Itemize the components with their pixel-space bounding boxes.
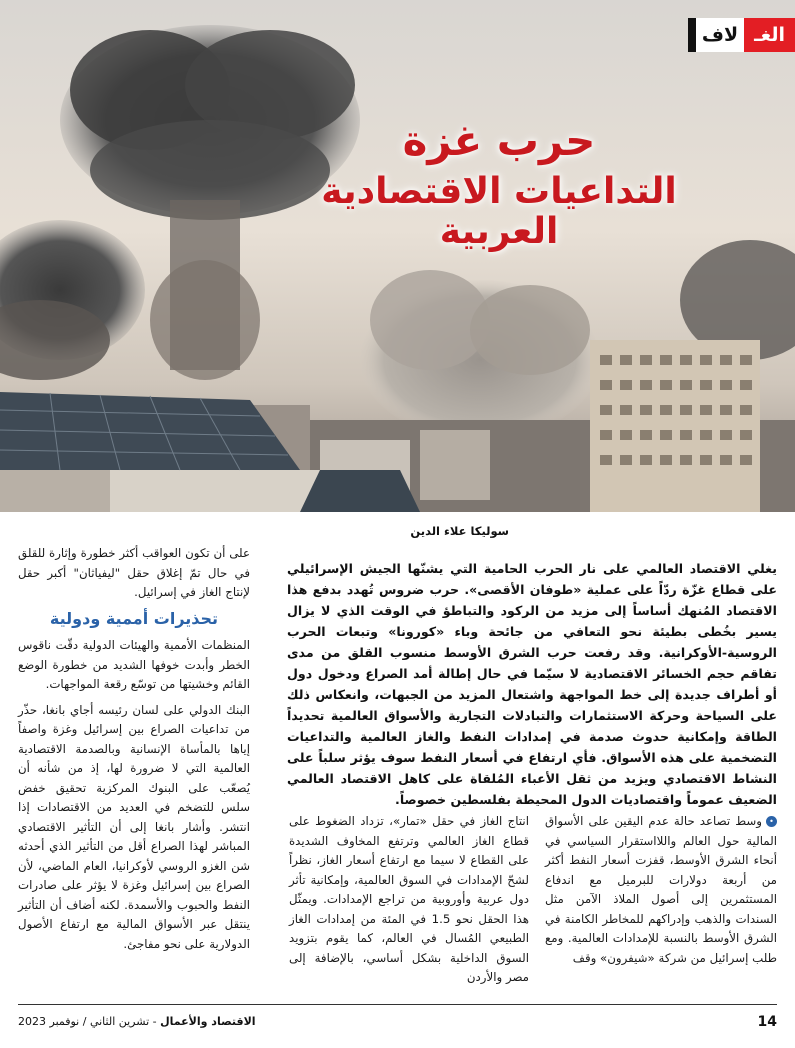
- section-tag: [647, 18, 795, 52]
- article-headline: [289, 118, 709, 251]
- column-left-paragraph-1: على أن تكون العواقب أكثر خطورة وإثارة للقلق في حال تمّ إغلاق حقل "ليفياثان" أكبر حقل لإنتاج الغاز في إسرائيل.: [18, 546, 250, 599]
- page-number: 14: [757, 1014, 777, 1030]
- body-column-middle: [289, 812, 529, 994]
- author-byline: سوليكا علاء الدين: [410, 524, 509, 538]
- section-tag-white: لاف: [696, 18, 744, 52]
- headline-line-2: التداعيات الاقتصادية العربية: [321, 171, 677, 252]
- magazine-name: الاقتصاد والأعمال: [160, 1015, 256, 1028]
- issue-date: - تشرين الثاني / نوفمبر 2023: [18, 1015, 157, 1028]
- magazine-credit: [18, 1015, 256, 1028]
- hero-photo: [0, 0, 795, 512]
- section-tag-bar: [688, 18, 696, 52]
- gaza-skyline-smoke-photo: [0, 0, 795, 512]
- headline-line-1: حرب غزة: [402, 116, 596, 165]
- section-subheading: تحذيرات أممية ودولية: [49, 608, 219, 628]
- column-left-paragraph-3: البنك الدولي على لسان رئيسه أجاي بانغا، حذّر من تداعيات الصراع بين إسرائيل وغزة واصفاً إياها بالمأساة الإنسانية وبالصدمة الاقتصادية العالمية التي لا ضرورة لها، إذ من شأنه أن يُصعّب على البنوك المركزية تحقيق خفض سلس للتضخم في العديد من الاقتصادات إذا انتشر. وأشار بانغا إلى أن التأثير الاقتصادي المباشر لهذا الصراع أقل من التأثير الذي أحدثه شن الغزو الروسي لأوكرانيا، العام الماضي، لأن الصراع بين إسرائيل وغزة لا يؤثر على صادرات النفط والحبوب والأسمدة. لكنه أضاف أن التأثير ينتقل عبر الأسواق المالية مع ارتفاع الأصول الدولارية على نحو مفاجئ.: [18, 702, 250, 951]
- column-middle-text: انتاج الغاز في حقل «تمار»، تزداد الضغوط على قطاع الغاز العالمي وترتفع المخاوف الشديدة على القطاع لا سيما مع ارتفاع أسعار الغاز، نظراً لشحّ الإمدادات في السوق العالمية، وإمكانية تأثر دول عربية وأوروبية من تراجع الإمدادات. ويمثّل هذا الحقل نحو 1.5 في المئة من إمدادات الغاز الطبيعي المُسال في العالم، كما يقوم بتزويد السوق الداخلية بشكل أساسي، بالإضافة إلى مصر والأردن: [289, 814, 529, 984]
- column-right-text: وسط تصاعد حالة عدم اليقين على الأسواق المالية حول العالم واللااستقرار السياسي في أنحاء الشرق الأوسط، قفزت أسعار النفط أكثر من أربعة دولارات للبرميل مع اندفاع المستثمرين إلى أصول الملاذ الآمن مثل السندات والذهب وإدراكهم للمخاطر الكامنة في الشرق الأوسط بالنسبة للإمدادات العالمية. ومع طلب إسرائيل من شركة «شيفرون» وقف: [545, 814, 777, 965]
- page-footer: [18, 1004, 777, 1039]
- column-left-paragraph-2: المنظمات الأممية والهيئات الدولية دقّت ناقوس الخطر وأبدت خوفها الشديد من خطورة الوضع القائم وخشيتها من توسّع رقعة المواجهات.: [18, 638, 250, 691]
- body-column-right: [545, 812, 777, 974]
- section-tag-red: الغـ: [744, 18, 795, 52]
- paragraph-marker-icon: •: [766, 816, 777, 827]
- lead-paragraph: يغلي الاقتصاد العالمي على نار الحرب الحامية التي يشنّها الجيش الإسرائيلي على قطاع غزّة ردّاً على عملية «طوفان الأقصى». حرب ضروس تُهدد بدفع هذا الاقتصاد المُنهك أساساً إلى مزيد من الركود والتباطؤ في الوقت الذي لا يزال يسير بخُطى بطيئة نحو التعافي من جائحة وباء «كورونا» وتبعات الحرب الروسية-الأوكرانية. وقد رفعت حرب الشرق الأوسط منسوب القلق من مدى تفاقم حجم الخسائر الاقتصادية لا سيّما في حال إطالة أمد الصراع ودخول دول أو أطراف جديدة إلى خط المواجهة واشتعال المزيد من الجبهات، وانعكاس ذلك على السياحة وحركة الاستثمارات والتبادلات التجارية والأسواق العالمية تحديداً الطاقة وإمكانية حدوث صدمة في إمدادات النفط والغاز العالمية والتداعيات التضخمية على هذه الأسواق. فأي ارتفاع في أسعار النفط سوف يؤثر سلباً على النشاط الاقتصادي ويزيد من ثقل الأعباء المُلقاة على كاهل الاقتصاد العالمي الضعيف عموماً واقتصاديات الدول المحيطة بفلسطين خصوصاً.: [287, 561, 777, 807]
- body-column-left: [18, 544, 250, 960]
